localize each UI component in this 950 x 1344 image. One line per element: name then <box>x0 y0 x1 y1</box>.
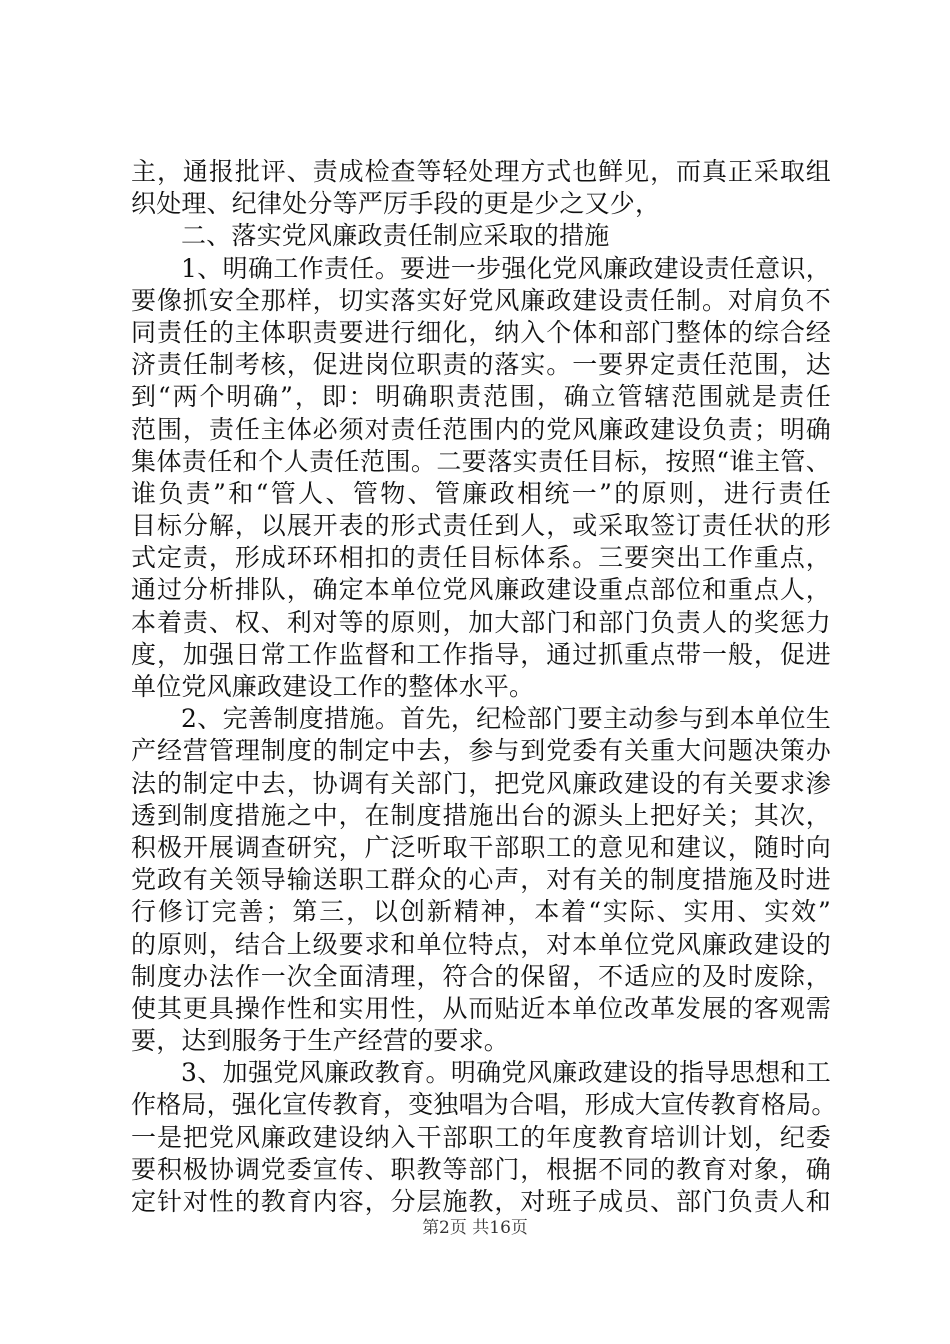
text-line: 通过分析排队，确定本单位党风廉政建设重点部位和重点人， <box>131 575 831 605</box>
text-line: 度，加强日常工作监督和工作指导，通过抓重点带一般，促进 <box>131 639 831 669</box>
body-text <box>131 156 837 1218</box>
text-line: 要像抓安全那样，切实落实好党风廉政建设责任制。对肩负不 <box>131 285 831 315</box>
text-line: 透到制度措施之中，在制度措施出台的源头上把好关；其次， <box>131 800 831 830</box>
text-line: 作格局，强化宣传教育，变独唱为合唱，形成大宣传教育格局。 <box>131 1090 837 1120</box>
text-line: 党政有关领导输送职工群众的心声，对有关的制度措施及时进 <box>131 865 831 895</box>
text-line: 要，达到服务于生产经营的要求。 <box>131 1026 510 1056</box>
text-line: 主，通报批评、责成检查等轻处理方式也鲜见，而真正采取组 <box>131 157 831 186</box>
text-line: 1、明确工作责任。要进一步强化党风廉政建设责任意识， <box>181 253 831 283</box>
text-line: 3、加强党风廉政教育。明确党风廉政建设的指导思想和工 <box>181 1058 831 1088</box>
text-line: 定针对性的教育内容，分层施教，对班子成员、部门负责人和 <box>131 1187 831 1216</box>
text-line: 积极开展调查研究，广泛听取干部职工的意见和建议，随时向 <box>131 832 831 862</box>
text-line: 的原则，结合上级要求和单位特点，对本单位党风廉政建设的 <box>131 929 831 959</box>
text-line: 单位党风廉政建设工作的整体水平。 <box>131 672 535 701</box>
text-line: 产经营管理制度的制定中去，参与到党委有关重大问题决策办 <box>131 736 831 766</box>
text-line: 法的制定中去，协调有关部门，把党风廉政建设的有关要求渗 <box>131 768 831 798</box>
text-line: 式定责，形成环环相扣的责任目标体系。三要突出工作重点， <box>131 543 831 573</box>
text-line: 到“两个明确”，即：明确职责范围，确立管辖范围就是责任 <box>131 382 831 412</box>
text-line: 要积极协调党委宣传、职教等部门，根据不同的教育对象，确 <box>131 1154 831 1184</box>
text-line: 行修订完善；第三，以创新精神，本着“实际、实用、实效” <box>131 897 831 927</box>
text-line: 同责任的主体职责要进行细化，纳入个体和部门整体的综合经 <box>131 317 831 347</box>
text-line: 使其更具操作性和实用性，从而贴近本单位改革发展的客观需 <box>131 993 831 1023</box>
page-number-footer: 第2页 共16页 <box>422 1218 528 1238</box>
text-line: 一是把党风廉政建设纳入干部职工的年度教育培训计划，纪委 <box>131 1122 831 1152</box>
text-line: 谁负责”和“管人、管物、管廉政相统一”的原则，进行责任 <box>131 478 831 508</box>
text-line: 济责任制考核，促进岗位职责的落实。一要界定责任范围，达 <box>131 350 831 380</box>
text-line: 集体责任和个人责任范围。二要落实责任目标，按照“谁主管、 <box>131 446 831 476</box>
text-line: 织处理、纪律处分等严厉手段的更是少之又少， <box>131 189 661 219</box>
section-heading: 二、落实党风廉政责任制应采取的措施 <box>181 221 610 251</box>
text-line: 本着责、权、利对等的原则，加大部门和部门负责人的奖惩力 <box>131 607 831 637</box>
text-line: 2、完善制度措施。首先，纪检部门要主动参与到本单位生 <box>181 704 831 734</box>
text-line: 范围，责任主体必须对责任范围内的党风廉政建设负责；明确 <box>131 414 831 444</box>
text-line: 制度办法作一次全面清理，符合的保留，不适应的及时废除， <box>131 961 831 991</box>
text-line: 目标分解，以展开表的形式责任到人，或采取签订责任状的形 <box>131 511 831 541</box>
